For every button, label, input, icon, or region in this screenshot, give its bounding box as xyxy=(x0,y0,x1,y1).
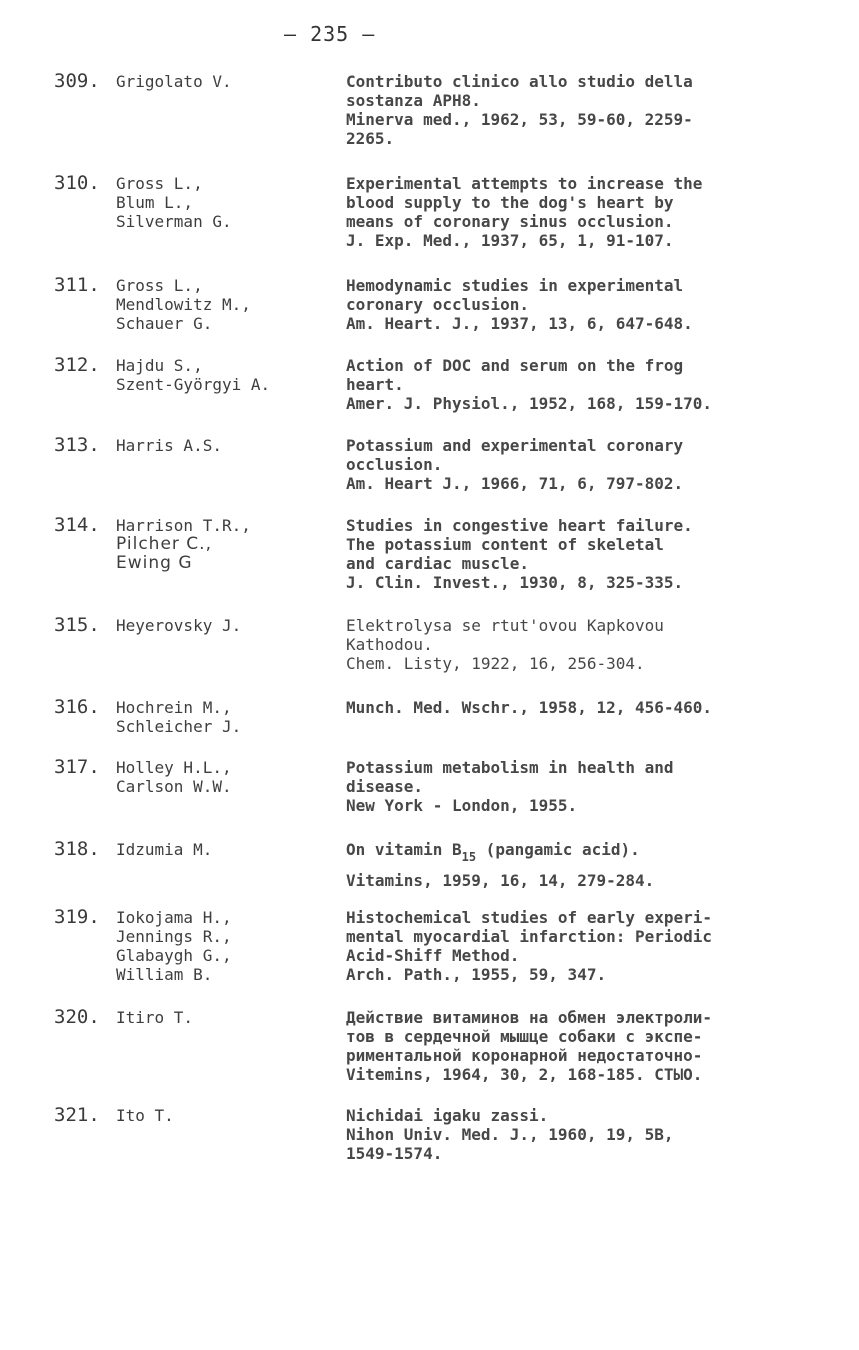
reference-line: Am. Heart. J., 1937, 13, 6, 647-648. xyxy=(346,314,693,333)
reference-number: 312. xyxy=(54,354,100,376)
author: Hochrein M., xyxy=(116,698,232,717)
reference-line: The potassium content of skeletal xyxy=(346,535,664,554)
reference-line: Kathodou. xyxy=(346,635,433,654)
reference-authors xyxy=(116,276,336,333)
reference-line: New York - London, 1955. xyxy=(346,796,578,815)
reference-authors xyxy=(116,1106,336,1125)
reference-text xyxy=(346,698,821,717)
author: Ewing G xyxy=(116,553,193,573)
author: Glabaygh G., xyxy=(116,946,232,965)
reference-line: Potassium and experimental coronary xyxy=(346,436,684,455)
reference-authors xyxy=(116,616,336,635)
reference-text xyxy=(346,758,821,815)
author: Hajdu S., xyxy=(116,356,203,375)
author: Heyerovsky J. xyxy=(116,616,242,635)
author: Itiro T. xyxy=(116,1008,194,1027)
reference-text xyxy=(346,1106,821,1163)
reference-line: Am. Heart J., 1966, 71, 6, 797-802. xyxy=(346,474,684,493)
reference-line: Vitemins, 1964, 30, 2, 168-185. СТЫО. xyxy=(346,1065,703,1084)
reference-authors xyxy=(116,840,336,859)
reference-authors xyxy=(116,356,336,394)
author: Gross L., xyxy=(116,174,203,193)
author: William B. xyxy=(116,965,213,984)
reference-line: Arch. Path., 1955, 59, 347. xyxy=(346,965,607,984)
reference-text xyxy=(346,840,821,890)
reference-line: Histochemical studies of early experi- xyxy=(346,908,713,927)
reference-number: 318. xyxy=(54,838,100,860)
reference-number: 309. xyxy=(54,70,100,92)
author: Iokojama H., xyxy=(116,908,232,927)
reference-number: 311. xyxy=(54,274,100,296)
author: Carlson W.W. xyxy=(116,777,232,796)
author: Harrison T.R., xyxy=(116,516,251,535)
reference-line: Amer. J. Physiol., 1952, 168, 159-170. xyxy=(346,394,713,413)
reference-line: and cardiac muscle. xyxy=(346,554,530,573)
reference-line: Experimental attempts to increase the xyxy=(346,174,703,193)
reference-line: тов в сердечной мышце собаки с экспе- xyxy=(346,1027,703,1046)
reference-line: 2265. xyxy=(346,129,395,148)
reference-line: Minerva med., 1962, 53, 59-60, 2259- xyxy=(346,110,693,129)
subscript: 15 xyxy=(461,850,477,864)
reference-authors xyxy=(116,1008,336,1027)
reference-line: Hemodynamic studies in experimental xyxy=(346,276,684,295)
reference-text xyxy=(346,516,821,592)
author: Mendlowitz M., xyxy=(116,295,251,314)
author: Szent-Györgyi A. xyxy=(116,375,271,394)
reference-line: occlusion. xyxy=(346,455,443,474)
author: Grigolato V. xyxy=(116,72,232,91)
reference-line: Contributo clinico allo studio della xyxy=(346,72,693,91)
reference-text xyxy=(346,356,821,413)
page-number: – 235 – xyxy=(284,22,376,46)
reference-number: 314. xyxy=(54,514,100,536)
reference-line-text: (pangamic acid). xyxy=(476,840,640,859)
reference-number: 315. xyxy=(54,614,100,636)
reference-text xyxy=(346,436,821,493)
reference-line: disease. xyxy=(346,777,424,796)
author: Holley H.L., xyxy=(116,758,232,777)
reference-line: Chem. Listy, 1922, 16, 256-304. xyxy=(346,654,645,673)
author: Silverman G. xyxy=(116,212,232,231)
reference-line: Munch. Med. Wschr., 1958, 12, 456-460. xyxy=(346,698,713,717)
author: Gross L., xyxy=(116,276,203,295)
author: Ito T. xyxy=(116,1106,174,1125)
reference-line: heart. xyxy=(346,375,404,394)
reference-line xyxy=(346,840,821,864)
reference-line: риментальной коронарной недостаточно- xyxy=(346,1046,703,1065)
reference-line: blood supply to the dog's heart by xyxy=(346,193,674,212)
author: Schauer G. xyxy=(116,314,213,333)
reference-line: Potassium metabolism in health and xyxy=(346,758,674,777)
reference-authors xyxy=(116,174,336,231)
reference-text xyxy=(346,1008,821,1084)
author: Pilcher C., xyxy=(116,534,212,554)
reference-line: Nihon Univ. Med. J., 1960, 19, 5B, xyxy=(346,1125,674,1144)
reference-line: Studies in congestive heart failure. xyxy=(346,516,693,535)
reference-line: means of coronary sinus occlusion. xyxy=(346,212,674,231)
reference-text xyxy=(346,276,821,333)
reference-line: 1549-1574. xyxy=(346,1144,443,1163)
reference-text xyxy=(346,616,821,673)
reference-authors xyxy=(116,698,336,736)
reference-text xyxy=(346,908,821,984)
reference-number: 317. xyxy=(54,756,100,778)
reference-authors xyxy=(116,516,336,573)
reference-line: sostanza APH8. xyxy=(346,91,481,110)
author: Harris A.S. xyxy=(116,436,222,455)
reference-line: Acid-Shiff Method. xyxy=(346,946,520,965)
reference-line: Vitamins, 1959, 16, 14, 279-284. xyxy=(346,871,655,890)
reference-line: Nichidai igaku zassi. xyxy=(346,1106,549,1125)
reference-number: 320. xyxy=(54,1006,100,1028)
reference-line: mental myocardial infarction: Periodic xyxy=(346,927,713,946)
reference-line: J. Exp. Med., 1937, 65, 1, 91-107. xyxy=(346,231,674,250)
reference-number: 316. xyxy=(54,696,100,718)
reference-line: coronary occlusion. xyxy=(346,295,530,314)
reference-number: 321. xyxy=(54,1104,100,1126)
reference-line: J. Clin. Invest., 1930, 8, 325-335. xyxy=(346,573,684,592)
reference-authors xyxy=(116,908,336,984)
author: Idzumia M. xyxy=(116,840,213,859)
reference-authors xyxy=(116,758,336,796)
reference-line-text: On vitamin B xyxy=(346,840,462,859)
reference-line: Action of DOC and serum on the frog xyxy=(346,356,684,375)
reference-text xyxy=(346,72,821,148)
reference-text xyxy=(346,174,821,250)
reference-line: Elektrolysa se rtut'ovou Kapkovou xyxy=(346,616,664,635)
author: Jennings R., xyxy=(116,927,232,946)
reference-authors xyxy=(116,436,336,455)
reference-line: Действие витаминов на обмен электроли- xyxy=(346,1008,713,1027)
reference-authors xyxy=(116,72,336,91)
author: Schleicher J. xyxy=(116,717,242,736)
reference-number: 319. xyxy=(54,906,100,928)
author: Blum L., xyxy=(116,193,194,212)
reference-number: 313. xyxy=(54,434,100,456)
reference-number: 310. xyxy=(54,172,100,194)
